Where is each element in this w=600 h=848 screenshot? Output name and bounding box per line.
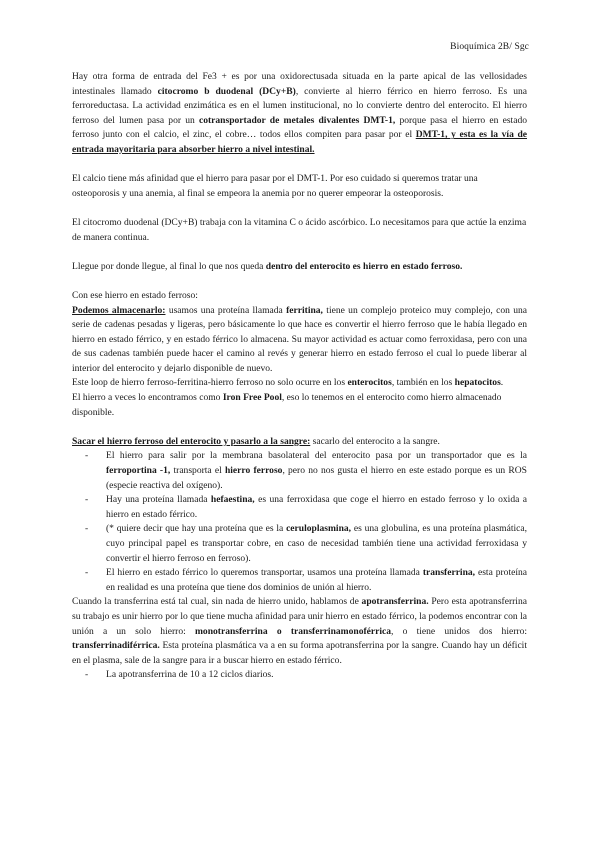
list-item bbox=[72, 449, 527, 493]
bold-term: ferroportina -1, bbox=[106, 465, 171, 477]
bold-term: citocromo b duodenal (DCy+B) bbox=[157, 85, 296, 97]
bullet-list-export bbox=[72, 449, 527, 595]
text-span: Hay otra forma de entrada del Fe3 + es por una oxidorectusada situada en la parte apical de las vellosidades intestinales llamado bbox=[72, 71, 527, 97]
bold-underlined-term: DMT-1, y esta es la vía de entrada mayoritaria para absorber hierro a nivel intestinal. bbox=[72, 129, 528, 155]
bold-term: transferrina, bbox=[422, 567, 476, 579]
text-span: El hierro en estado férrico lo queremos transportar, usamos una proteína llamada bbox=[106, 567, 423, 579]
bold-term: dentro del enterocito es hierro en estado ferroso. bbox=[265, 260, 463, 272]
paragraph-export bbox=[72, 435, 527, 450]
paragraph-ferrous-result bbox=[72, 260, 527, 275]
text-span: es una globulina, es una proteína plasmática, cuyo principal papel es transportar cobre, en caso de necesidad también tiene una actividad ferroxidasa y convertir el hierro ferroso en ferroso). bbox=[106, 523, 527, 564]
list-item bbox=[72, 493, 527, 522]
bold-term: Iron Free Pool bbox=[222, 392, 282, 404]
list-item: - La apotransferrina de 10 a 12 ciclos diarios. bbox=[72, 668, 527, 683]
section-heading-export: Sacar el hierro ferroso del enterocito y pasarlo a la sangre: bbox=[72, 435, 311, 447]
bold-term: ceruloplasmina, bbox=[286, 523, 352, 535]
bold-term: hierro ferroso bbox=[224, 465, 283, 477]
bold-term: ferritina, bbox=[286, 304, 323, 316]
bold-term: hepatocitos bbox=[454, 377, 501, 389]
text-span: El hierro para salir por la membrana basolateral del enterocito pasa por un transportador que es la bbox=[106, 450, 527, 462]
text-span: , pero no nos gusta el hierro en este estado porque es un ROS (especie reactiva del oxígeno). bbox=[106, 465, 527, 491]
bold-term: monotransferrina o transferrinamonoférrica bbox=[194, 625, 392, 637]
text-span: Pero esta apotransferrina su trabajo es unir hierro por lo que tiene mucha afinidad para unir hierro en estado férrico, la podemos encontrar con la unión a un solo hierro: bbox=[72, 596, 527, 637]
page-header: Bioquímica 2B/ Sgc bbox=[450, 42, 529, 52]
text-span: . bbox=[500, 377, 504, 389]
paragraph-apotransferrin bbox=[72, 595, 527, 668]
text-span: , eso lo tenemos en el enterocito como hierro almacenado disponible. bbox=[72, 392, 502, 418]
bold-term: apotransferrina. bbox=[361, 596, 429, 608]
text-span: es una ferroxidasa que coge el hierro en estado ferroso y lo oxida a hierro en estado férrico. bbox=[106, 494, 527, 520]
text-span: Cuando la transferrina está tal cual, sin nada de hierro unido, hablamos de bbox=[72, 596, 362, 608]
text-span: (* quiere decir que hay una proteína que es la bbox=[106, 523, 287, 535]
text-span: tiene un complejo proteico muy complejo, con una serie de cadenas pesadas y ligeras, pero básicamente lo que hace es convertir el hierro ferroso que le había llegado en hierro en estado férrico, y en estado férrico lo almacena. Su mayor actividad es actuar como ferroxidasa, pero con una de sus cadenas también puede hacer el camino al revés y generar hierro en estado ferroso el cual lo puede liberar al interior del enterocito y dejarlo disponible de nuevo. bbox=[72, 304, 527, 374]
paragraph-vitamin-c: El citocromo duodenal (DCy+B) trabaja con la vitamina C o ácido ascórbico. Lo necesitamos para que actúe la enzima de manera continua. bbox=[72, 216, 527, 243]
text-span: Esta proteína plasmática va a en su forma apotransferrina por la sangre. Cuando hay un déficit en el plasma, sale de la sangre para ir a buscar hierro en estado férrico. bbox=[72, 640, 527, 666]
bold-term: enterocitos bbox=[347, 377, 392, 389]
paragraph-storage bbox=[72, 304, 527, 377]
bold-term: transferrinadiférrica. bbox=[72, 640, 160, 652]
list-item bbox=[72, 522, 527, 566]
paragraph-calcium: El calcio tiene más afinidad que el hierro para pasar por el DMT-1. Por eso cuidado si queremos tratar una osteoporosis y una anemia, al final se empeora la anemia por no querer empeorar la osteoporosis. bbox=[72, 173, 478, 199]
bold-term: cotransportador de metales divalentes DMT-1, bbox=[198, 114, 396, 126]
text-span: esta proteína en realidad es una proteína que tiene dos dominios de unión al hierro. bbox=[106, 567, 527, 593]
paragraph-dmt1-entry bbox=[72, 70, 527, 158]
text-span: porque pasa el hierro en estado ferroso junto con el calcio, el zinc, el cobre… todos ellos compiten para pasar por el bbox=[72, 114, 527, 141]
text-span: , o tiene unidos dos hierro: bbox=[391, 625, 527, 637]
text-span: sacarlo del enterocito a la sangre. bbox=[310, 435, 440, 447]
text-span: , convierte al hierro férrico en hierro ferroso. Es una ferroreductasa. La actividad enzimática es en el lumen institucional, no lo convierte dentro del enterocito. El hierro ferroso del lumen pasa por un bbox=[72, 85, 527, 126]
paragraph-loop bbox=[72, 376, 527, 391]
text-span: Este loop de hierro ferroso-ferritina-hierro ferroso no solo ocurre en los bbox=[72, 377, 348, 389]
bold-term: hefaestina, bbox=[210, 494, 255, 506]
text-span: Llegue por donde llegue, al final lo que nos queda bbox=[72, 260, 266, 272]
bullet-list-cycles bbox=[72, 668, 527, 683]
paragraph-iron-free-pool bbox=[72, 391, 527, 420]
section-heading-storage: Podemos almacenarlo: bbox=[72, 304, 166, 316]
text-span: Hay una proteína llamada bbox=[106, 494, 211, 506]
text-span: transporta el bbox=[170, 465, 225, 477]
paragraph-intro-ferrous: Con ese hierro en estado ferroso: bbox=[72, 289, 198, 301]
text-span: El hierro a veces lo encontramos como bbox=[72, 392, 223, 404]
document-body bbox=[72, 70, 527, 683]
text-span: , también en los bbox=[391, 377, 455, 389]
list-item bbox=[72, 566, 527, 595]
text-span: usamos una proteína llamada bbox=[165, 304, 287, 316]
